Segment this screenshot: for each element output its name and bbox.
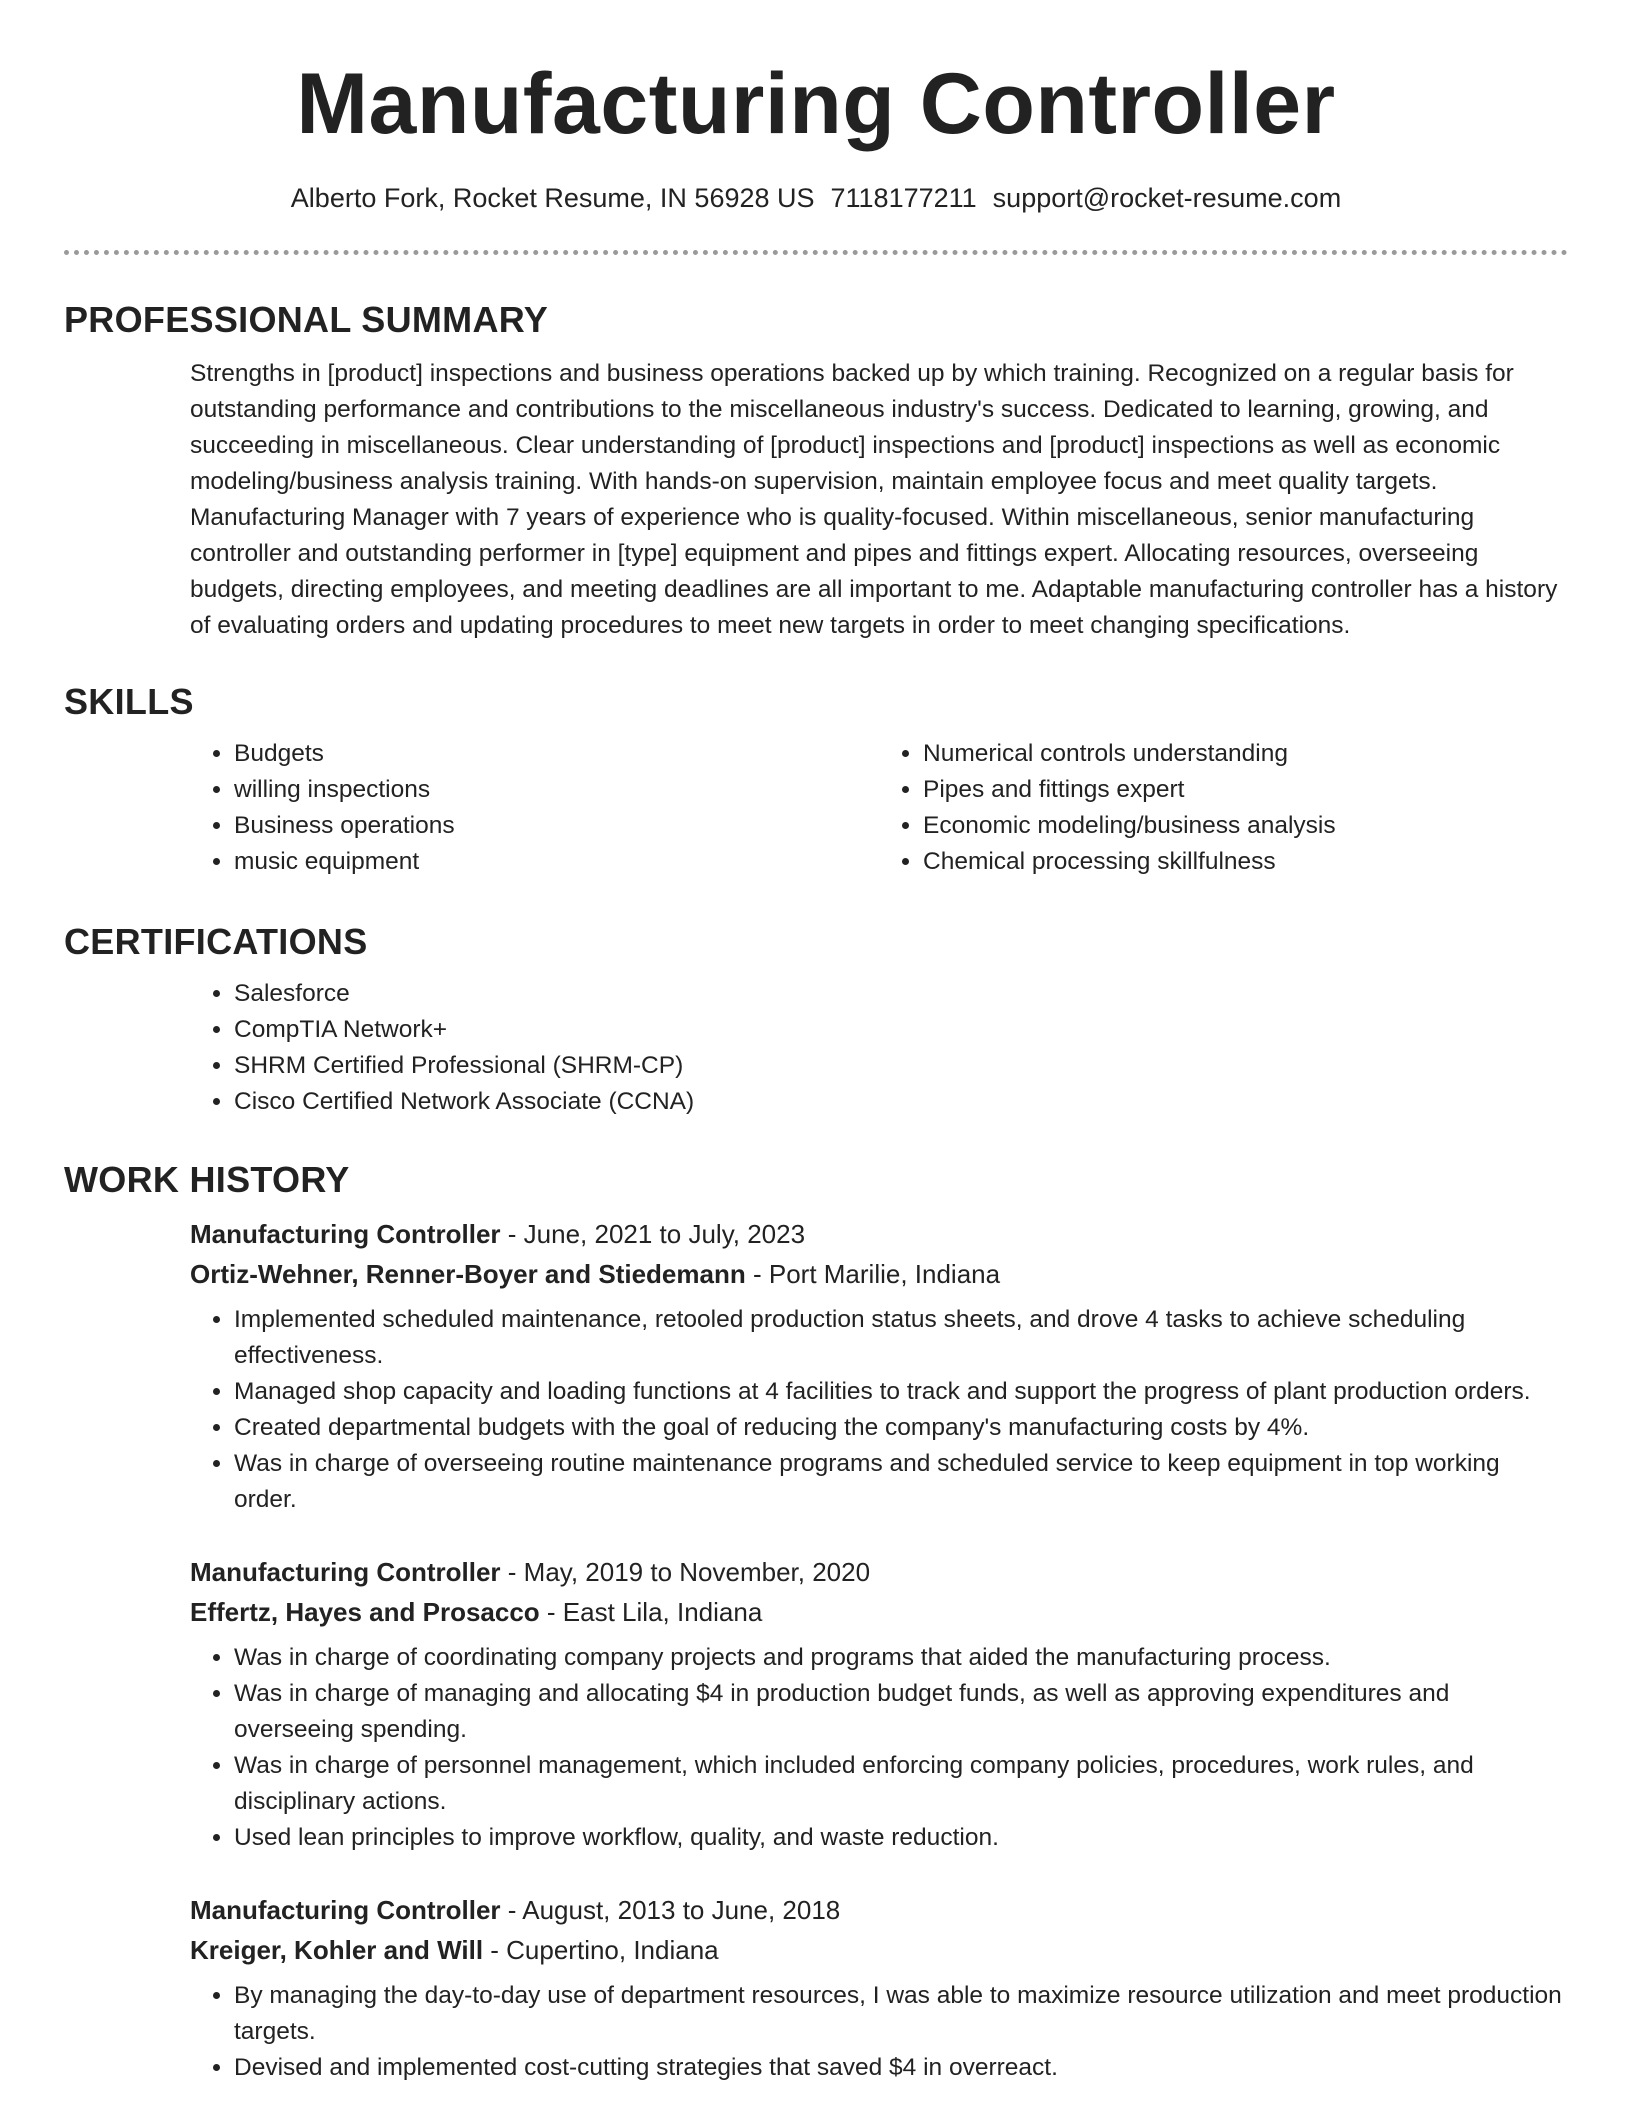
job-company: Ortiz-Wehner, Renner-Boyer and Stiedemann bbox=[190, 1259, 746, 1289]
job-bullet: • Used lean principles to improve workflow, quality, and waste reduction. bbox=[234, 1820, 1568, 1856]
job-title: Manufacturing Controller bbox=[190, 1219, 501, 1249]
job-bullets bbox=[190, 1978, 1568, 2086]
job-bullet: • Created departmental budgets with the goal of reducing the company's manufacturing costs by 4%. bbox=[234, 1410, 1568, 1446]
skills-heading: SKILLS bbox=[64, 681, 194, 722]
job-title-line bbox=[190, 1890, 1568, 1930]
skill-item: • Pipes and fittings expert bbox=[923, 772, 1568, 808]
certification-item: • Cisco Certified Network Associate (CCNA) bbox=[234, 1084, 1568, 1120]
job-title-line bbox=[190, 1214, 1568, 1254]
job-company: Kreiger, Kohler and Will bbox=[190, 1935, 484, 1965]
job-title-line bbox=[190, 1552, 1568, 1592]
summary-text: Strengths in [product] inspections and business operations backed up by which training. Recognized on a regular basis for outstanding performance and contributions to the miscellaneous industry's success. Dedicated to learning, growing, and succeeding in miscellaneous. Clear understanding of [product] inspections and [product] inspections as well as economic modeling/business analysis training. With hands-on supervision, maintain employee focus and meet quality targets. Manufacturing Manager with 7 years of experience who is quality-focused. Within miscellaneous, senior manufacturing controller and outstanding performer in [type] equipment and pipes and fittings expert. Allocating resources, overseeing budgets, directing employees, and meeting deadlines are all important to me. Adaptable manufacturing controller has a history of evaluating orders and updating procedures to meet new targets in order to meet changing specifications. bbox=[190, 360, 1558, 639]
contact-phone: 7118177211 bbox=[830, 183, 977, 213]
skills-list-left bbox=[190, 736, 879, 880]
job-bullet: • Was in charge of managing and allocating $4 in production budget funds, as well as approving expenditures and overseeing spending. bbox=[234, 1676, 1568, 1748]
job-company: Effertz, Hayes and Prosacco bbox=[190, 1597, 540, 1627]
job-entry bbox=[190, 1214, 1568, 1518]
job-bullet: • Implemented scheduled maintenance, retooled production status sheets, and drove 4 tasks to achieve scheduling effectiveness. bbox=[234, 1302, 1568, 1374]
contact-email: support@rocket-resume.com bbox=[992, 183, 1342, 213]
job-bullet: • Was in charge of coordinating company projects and programs that aided the manufacturing process. bbox=[234, 1640, 1568, 1676]
skill-item: • willing inspections bbox=[234, 772, 879, 808]
job-bullet: • Managed shop capacity and loading functions at 4 facilities to track and support the progress of plant production orders. bbox=[234, 1374, 1568, 1410]
skills-grid bbox=[190, 736, 1568, 880]
job-dates: - May, 2019 to November, 2020 bbox=[500, 1557, 871, 1587]
job-bullet: • By managing the day-to-day use of department resources, I was able to maximize resource utilization and meet production targets. bbox=[234, 1978, 1568, 2050]
certifications-list bbox=[190, 976, 1568, 1120]
certification-item: • CompTIA Network+ bbox=[234, 1012, 1568, 1048]
certification-item: • Salesforce bbox=[234, 976, 1568, 1012]
job-company-line bbox=[190, 1592, 1568, 1632]
job-location: - Cupertino, Indiana bbox=[483, 1935, 719, 1965]
job-company-line bbox=[190, 1930, 1568, 1970]
skill-item: • Numerical controls understanding bbox=[923, 736, 1568, 772]
job-bullets bbox=[190, 1302, 1568, 1518]
certifications-heading: CERTIFICATIONS bbox=[64, 921, 368, 962]
skills-section bbox=[64, 678, 1568, 880]
job-company-line bbox=[190, 1254, 1568, 1294]
job-bullet: • Was in charge of personnel management, which included enforcing company policies, procedures, work rules, and disciplinary actions. bbox=[234, 1748, 1568, 1820]
work-history-section bbox=[64, 1156, 1568, 2086]
resume-title: Manufacturing Controller bbox=[296, 56, 1336, 152]
contact-line bbox=[0, 180, 1632, 216]
job-bullet: • Devised and implemented cost-cutting strategies that saved $4 in overreact. bbox=[234, 2050, 1568, 2086]
job-entry bbox=[190, 1552, 1568, 1856]
job-location: - Port Marilie, Indiana bbox=[745, 1259, 1001, 1289]
contact-address: Alberto Fork, Rocket Resume, IN 56928 US bbox=[290, 183, 815, 213]
job-title: Manufacturing Controller bbox=[190, 1895, 501, 1925]
job-location: - East Lila, Indiana bbox=[539, 1597, 763, 1627]
certifications-section bbox=[64, 918, 1568, 1120]
job-dates: - August, 2013 to June, 2018 bbox=[500, 1895, 841, 1925]
skill-item: • Economic modeling/business analysis bbox=[923, 808, 1568, 844]
skill-item: • Chemical processing skillfulness bbox=[923, 844, 1568, 880]
certification-item: • SHRM Certified Professional (SHRM-CP) bbox=[234, 1048, 1568, 1084]
skill-item: • Budgets bbox=[234, 736, 879, 772]
summary-heading: PROFESSIONAL SUMMARY bbox=[64, 299, 549, 340]
summary-section bbox=[64, 296, 1568, 644]
job-bullet: • Was in charge of overseeing routine maintenance programs and scheduled service to keep equipment in top working order. bbox=[234, 1446, 1568, 1518]
skill-item: • music equipment bbox=[234, 844, 879, 880]
skill-item: • Business operations bbox=[234, 808, 879, 844]
header-divider bbox=[64, 250, 1568, 255]
skills-list-right bbox=[879, 736, 1568, 880]
job-dates: - June, 2021 to July, 2023 bbox=[500, 1219, 806, 1249]
job-title: Manufacturing Controller bbox=[190, 1557, 501, 1587]
job-bullets bbox=[190, 1640, 1568, 1856]
work-history-heading: WORK HISTORY bbox=[64, 1159, 350, 1200]
job-entry bbox=[190, 1890, 1568, 2086]
